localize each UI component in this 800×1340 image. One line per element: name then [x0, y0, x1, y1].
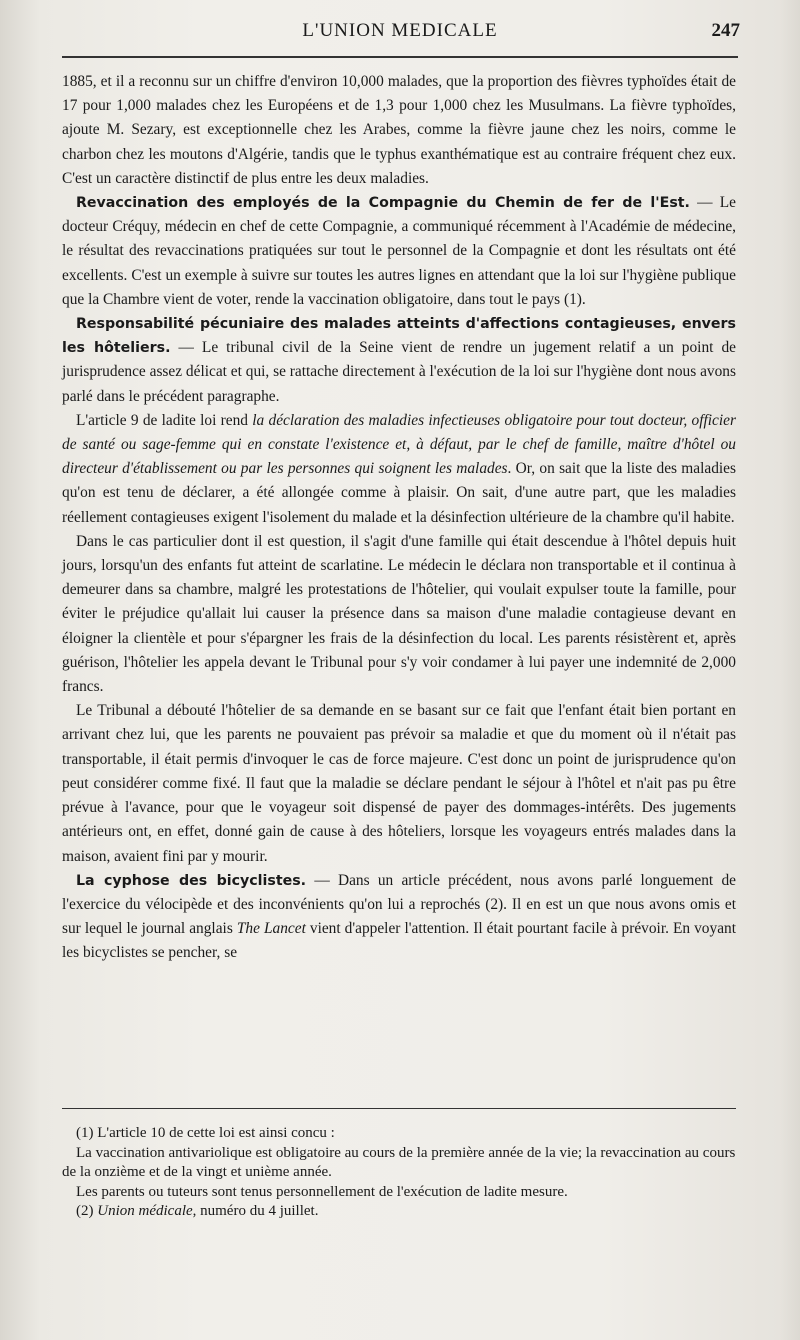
paragraph-article-9-b: . Or, on sait que la liste des maladies qu'on est tenu de déclarer, a été allongée comme à plaisir. On sait, d'une autre part, que les maladies réellement contagieuses exigent l'isolement du malade et la désinfection ultérieure de la chambre qu'il habite.: [62, 460, 736, 526]
paragraph-cyphose-a: — Dans un article précédent, nous avons parlé longuement de l'exercice du vélocipède et des inconvénients qu'on lui a reprochés (2). Il en est un que nous avons omis et sur lequel le journal anglais: [62, 871, 736, 938]
paragraph-article-9-a: L'article 9 de ladite loi rend: [76, 411, 253, 429]
paragraph-cyphose-b: vient d'appeler l'attention. Il était pourtant facile à prévoir. En voyant les bicyclistes se pencher, se: [62, 920, 736, 962]
paragraph-cas-particulier: Dans le cas particulier dont il est question, il s'agit d'une famille qui était descendue à l'hôtel depuis huit jours, lorsqu'un des enfants fut atteint de scarlatine. Le médecin le déclara non transportable et il continua à demeurer dans sa chambre, malgré les protestations de l'hôtelier, qui voulait expulser toute la famille, pour éviter le préjudice qu'allait lui causer la présence dans sa maison d'une maladie contagieuse devant en éloigner la clientèle et pour s'épargner les frais de la désinfection du local. Les parents résistèrent et, après guérison, l'hôtelier les appela devant le Tribunal pour s'y voir condamer à lui payer une indemnité de 2,000 francs.: [62, 532, 736, 696]
paragraph-responsabilite-text: — Le tribunal civil de la Seine vient de rendre un jugement relatif a un point de jurisprudence assez délicat et qui, se rattache directement à l'exécution de la loi sur l'hygiène dont nous avons parlé dans le précédent paragraphe.: [62, 339, 736, 405]
section-head-revaccination: Revaccination des employés de la Compagnie du Chemin de fer de l'Est.: [76, 195, 690, 212]
paragraph-revaccination: [62, 191, 736, 312]
footnote-2: [62, 1202, 736, 1222]
footnote-2-journal: Union médicale: [97, 1203, 193, 1219]
paragraph-cyphose: [62, 869, 736, 966]
section-head-cyphose: La cyphose des bicyclistes.: [76, 872, 307, 889]
footnote-2-number: (2): [76, 1203, 98, 1219]
paragraph-typhoid: 1885, et il a reconnu sur un chiffre d'environ 10,000 malades, que la proportion des fièvres typhoïdes était de 17 pour 1,000 malades chez les Européens et de 1,3 pour 1,000 chez les Musulmans. La fièvre typhoïdes, ajoute M. Sezary, est exceptionnelle chez les Arabes, comme la fièvre jaune chez les noirs, comme le charbon chez les moutons d'Algérie, tandis que le typhus exanthématique est au contraire fréquent chez eux. C'est un caractère distinctif de plus entre les deux maladies.: [62, 73, 736, 187]
paragraph-revaccination-text: — Le docteur Créquy, médecin en chef de cette Compagnie, a communiqué récemment à l'Académie de médecine, le résultat des revaccinations pratiquées sur tout le personnel de la Compagnie et dont les résultats ont été excellents. C'est un exemple à suivre sur toutes les autres lignes en attendant que la loi sur l'hygiène publique que la Chambre vient de voter, rende la vaccination obligatoire, dans tout le pays (1).: [62, 194, 736, 308]
running-title: L'UNION MEDICALE: [302, 20, 498, 41]
paragraph-tribunal: Le Tribunal a débouté l'hôtelier de sa demande en se basant sur ce fait que l'enfant était bien portant en arrivant chez lui, que les parents ne pouvaient pas prévoir sa maladie et que du moment où il n'était pas transportable, il était permis d'invoquer le cas de force majeure. C'est donc un point de jurisprudence qu'on peut considérer comme fixé. Il faut que la maladie se déclare pendant le séjour à l'hôtel et n'ait pas pu être prévue à l'avance, pour que le voyageur soit dispensé de payer des dommages-intérêts. Des jugements antérieurs ont, en effet, donné gain de cause à des hôteliers, lorsque les voyageurs entrés malades dans la maison, avaient fini par y mourir.: [62, 702, 736, 865]
footnote-rule: [62, 1108, 736, 1109]
running-head: [60, 20, 740, 50]
footnote-1-line-2: La vaccination antivariolique est obligatoire au cours de la première année de la vie; la revaccination au cours de la onzième et de la vingt et unième année.: [62, 1144, 736, 1180]
page-number: 247: [711, 20, 740, 41]
footnotes: [62, 1124, 736, 1222]
article-body: [62, 70, 736, 966]
paragraph-article-9: [62, 409, 736, 530]
paragraph-article-9-quote: la déclaration des maladies infectieuses obligatoire pour tout docteur, officier de santé ou sage-femme qui en constate l'existence et, à défaut, par le chef de famille, maître d'hôtel ou directeur d'établissement ou par les personnes qui soignent les malades: [62, 411, 736, 478]
footnote-2-rest: , numéro du 4 juillet.: [192, 1203, 319, 1219]
footnote-1-line-3: Les parents ou tuteurs sont tenus personnellement de l'exécution de ladite mesure.: [76, 1183, 568, 1200]
footnote-1-title: (1) L'article 10 de cette loi est ainsi concu :: [76, 1125, 335, 1141]
section-head-responsabilite: Responsabilité pécuniaire des malades atteints d'affections contagieuses, envers les hôteliers.: [62, 316, 736, 357]
paragraph-responsabilite: [62, 312, 736, 409]
header-rule: [62, 56, 738, 58]
paragraph-cyphose-lancet: The Lancet: [236, 920, 306, 938]
